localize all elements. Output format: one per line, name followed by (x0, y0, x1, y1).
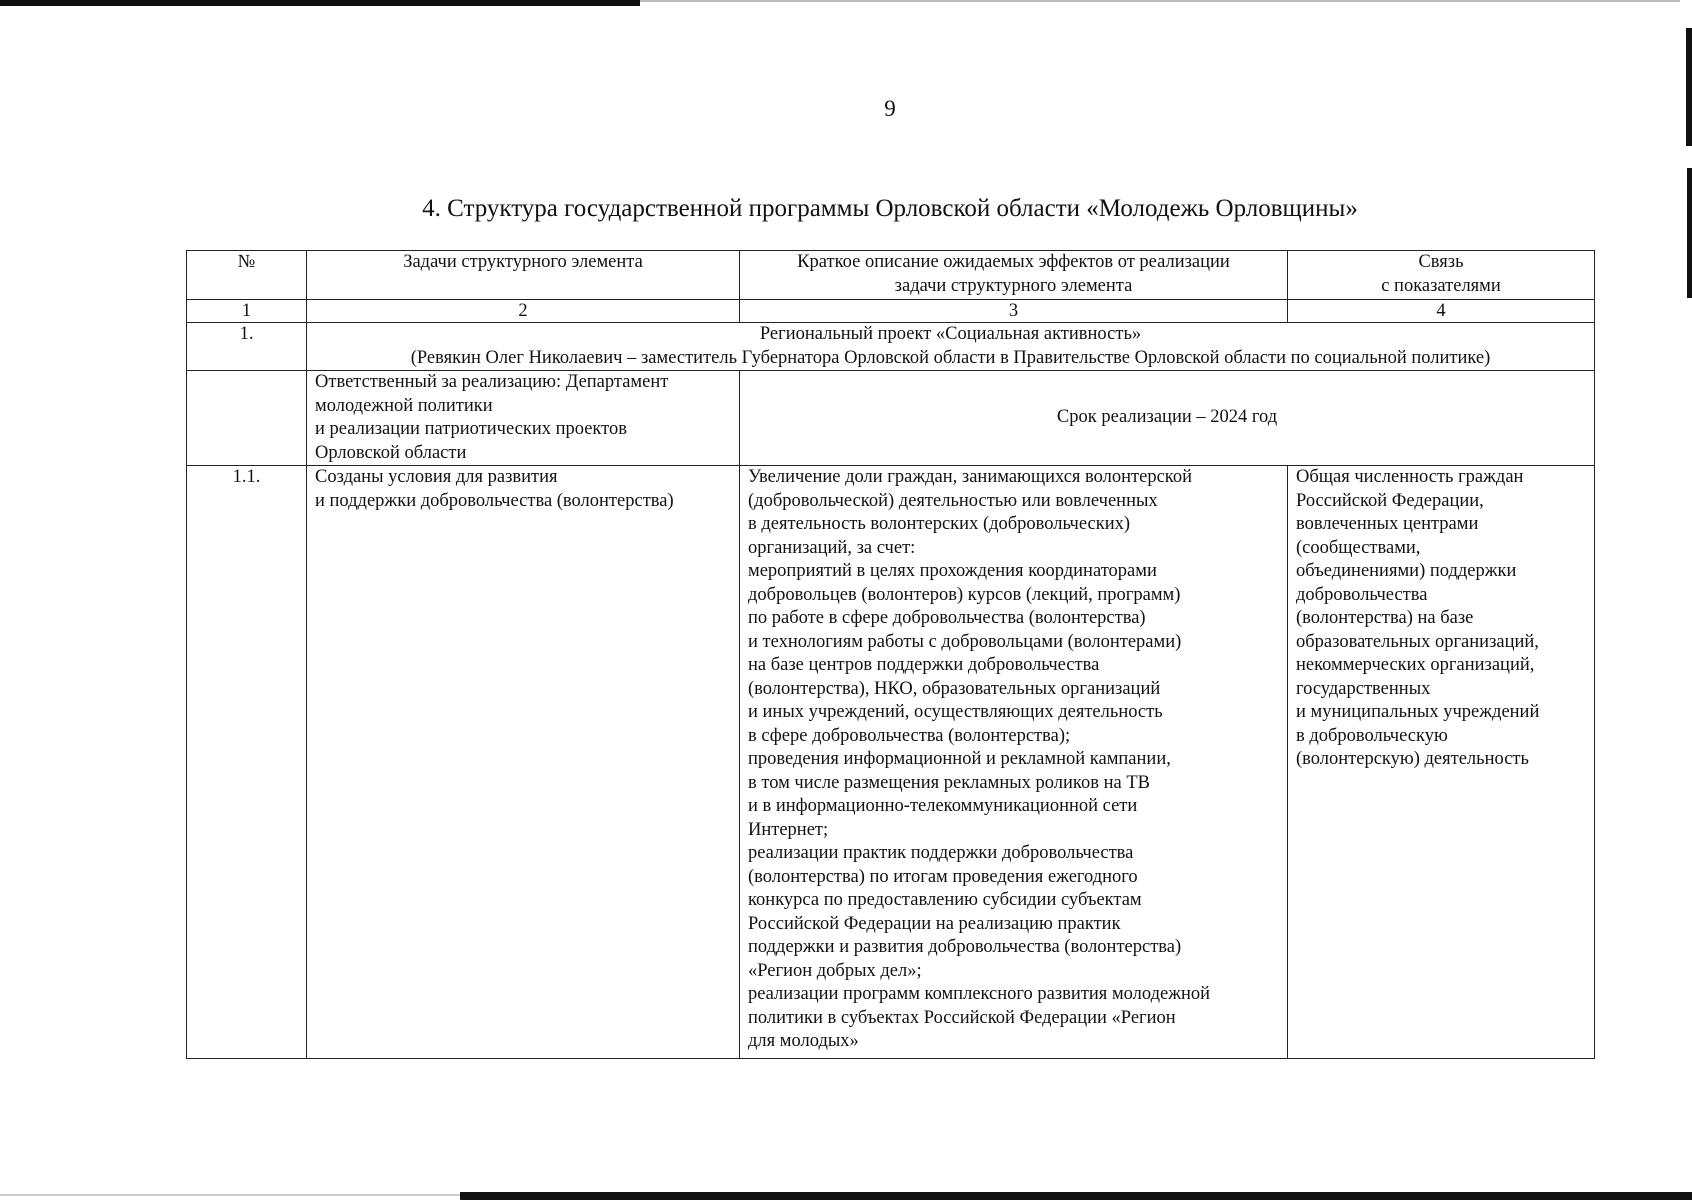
responsible-department: Ответственный за реализацию: Департамент молодежной политики и реализации патриотических проектов Орловской области (307, 371, 740, 466)
table-header-row (187, 251, 1595, 300)
scan-edge-bottom-thin (0, 1194, 460, 1196)
task-effects: Увеличение доли граждан, занимающихся волонтерской (добровольческой) деятельностью или вовлеченных в деятельность волонтерских (добровольческих) организаций, за счет: мероприятий в целях прохождения координаторами добровольцев (волонтеров) курсов (лекций, программ) по работе в сфере добровольчества (волонтерства) и технологиям работы с добровольцами (волонтерами) на базе центров поддержки добровольчества (волонтерства), НКО, образовательных организаций и иных учреждений, осуществляющих деятельность в сфере добровольчества (волонтерства); проведения информационной и рекламной кампании, в том числе размещения рекламных роликов на ТВ и в информационно-телекоммуникационной сети Интернет; реализации практик поддержки добровольчества (волонтерства) по итогам проведения ежегодного конкурса по предоставлению субсидии субъектам Российской Федерации на реализацию практик поддержки и развития добровольчества (волонтерства) «Регион добрых дел»; реализации программ комплексного развития молодежной политики в субъектах Российской Федерации «Регион для молодых» (740, 466, 1288, 1059)
project-num: 1. (187, 323, 307, 371)
column-number: 2 (307, 300, 740, 323)
column-number: 4 (1288, 300, 1595, 323)
scan-edge-bottom (460, 1192, 1692, 1200)
project-title: Региональный проект «Социальная активность» (759, 324, 1142, 344)
structure-table (186, 250, 1595, 1059)
task-num: 1.1. (187, 466, 307, 1059)
header-effects: Краткое описание ожидаемых эффектов от реализации задачи структурного элемента (740, 251, 1288, 300)
task-indicators: Общая численность граждан Российской Федерации, вовлеченных центрами (сообществами, объединениями) поддержки добровольчества (волонтерства) на базе образовательных организаций, некоммерческих организаций, государственных и муниципальных учреждений в добровольческую (волонтерскую) деятельность (1288, 466, 1595, 1059)
project-row (187, 323, 1595, 371)
column-number-row (187, 300, 1595, 323)
column-number: 3 (740, 300, 1288, 323)
task-description: Созданы условия для развития и поддержки добровольчества (волонтерства) (307, 466, 740, 1059)
responsible-row (187, 371, 1595, 466)
scan-edge-right-lower (1687, 168, 1692, 298)
header-indicators: Связь с показателями (1288, 251, 1595, 300)
implementation-term: Срок реализации – 2024 год (740, 371, 1595, 466)
responsible-num-empty (187, 371, 307, 466)
header-num: № (187, 251, 307, 300)
scan-edge-top (0, 0, 640, 6)
project-curator: (Ревякин Олег Николаевич – заместитель Губернатора Орловской области в Правительстве Орловской области по социальной политике) (410, 347, 1491, 368)
header-tasks: Задачи структурного элемента (307, 251, 740, 300)
page-number: 9 (884, 96, 896, 121)
column-number: 1 (187, 300, 307, 323)
scan-edge-right-upper (1686, 28, 1692, 146)
project-description (307, 323, 1595, 371)
table-row (187, 466, 1595, 1059)
page-title: 4. Структура государственной программы Орловской области «Молодежь Орловщины» (422, 195, 1358, 222)
scan-edge-top-thin (640, 0, 1680, 2)
